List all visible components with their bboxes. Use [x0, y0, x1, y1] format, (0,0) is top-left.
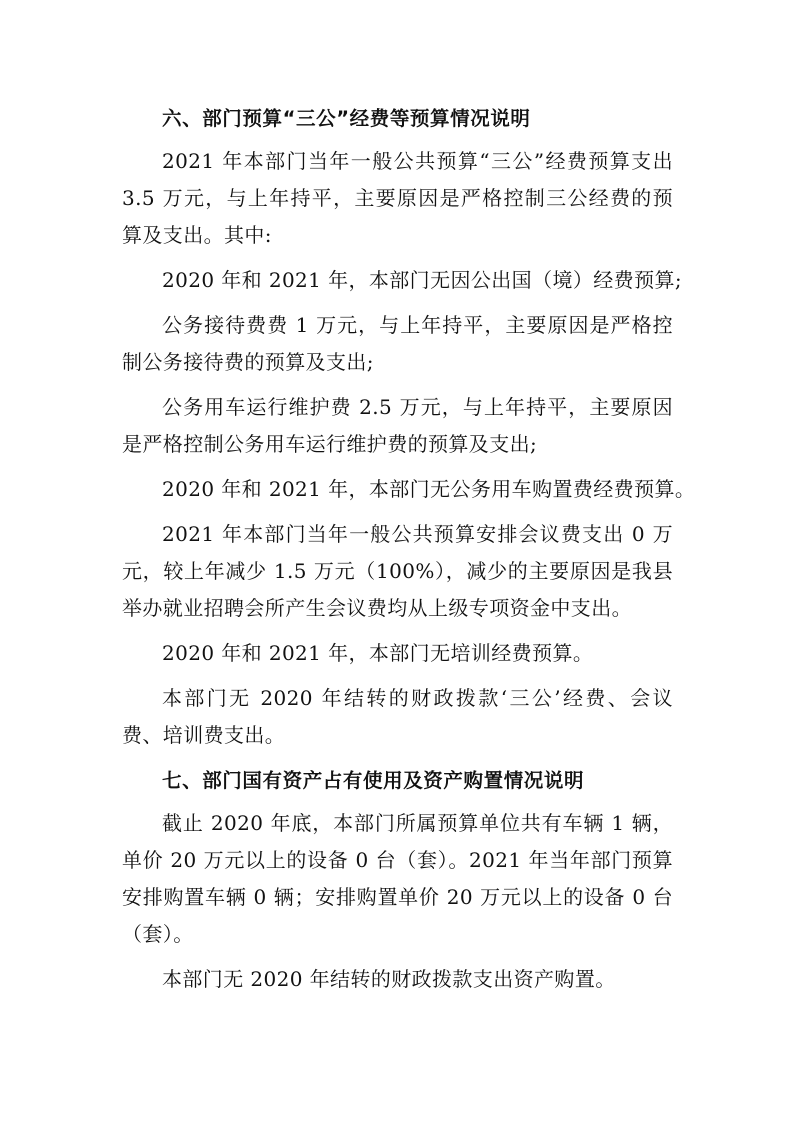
paragraph-reception	[122, 307, 673, 381]
text-line: 2021 年本部门当年一般公共预算“三公”经费预算支出	[162, 149, 673, 173]
text-line: 2020 年和 2021 年，本部门无培训经费预算。	[162, 641, 594, 665]
text-line: 是严格控制公务用车运行维护费的预算及支出;	[122, 432, 538, 456]
text-line: 安排购置车辆 0 辆；安排购置单价 20 万元以上的设备 0 台	[122, 885, 673, 909]
paragraph-meeting-fees	[122, 516, 673, 627]
paragraph-three-public-total	[122, 143, 673, 254]
text-line: 元，较上年减少 1.5 万元（100%），减少的主要原因是我县	[122, 559, 673, 583]
text-line: 制公务接待费的预算及支出;	[122, 350, 374, 374]
text-line: 本部门无 2020 年结转的财政拨款支出资产购置。	[162, 967, 616, 991]
text-line: 3.5 万元，与上年持平，主要原因是严格控制三公经费的预	[122, 186, 673, 210]
text-line: 算及支出。其中:	[122, 223, 272, 247]
text-line: 单价 20 万元以上的设备 0 台（套）。2021 年当年部门预算	[122, 848, 673, 872]
text-line: （套）。	[122, 922, 194, 946]
paragraph-overseas-trips	[122, 262, 683, 299]
text-line: 费、培训费支出。	[122, 723, 286, 747]
section-state-assets	[122, 762, 673, 998]
text-line: 截止 2020 年底，本部门所属预算单位共有车辆 1 辆，	[162, 811, 673, 835]
section-budget-three-public	[122, 100, 696, 754]
paragraph-carryover	[122, 680, 673, 754]
paragraph-asset-carryover	[122, 961, 673, 998]
section-heading: 七、部门国有资产占有使用及资产购置情况说明	[162, 769, 585, 792]
text-line: 举办就业招聘会所产生会议费均从上级专项资金中支出。	[122, 596, 632, 620]
text-line: 2020 年和 2021 年，本部门无公务用车购置费经费预算。	[162, 477, 696, 501]
paragraph-training	[122, 635, 673, 672]
text-line: 本部门无 2020 年结转的财政拨款‘三公’经费、会议	[162, 686, 673, 710]
paragraph-vehicles-equipment	[122, 805, 673, 953]
paragraph-vehicle-operation	[122, 389, 673, 463]
text-line: 公务用车运行维护费 2.5 万元，与上年持平，主要原因	[162, 395, 673, 419]
section-heading: 六、部门预算“三公”经费等预算情况说明	[162, 107, 531, 130]
text-line: 公务接待费费 1 万元，与上年持平，主要原因是严格控	[162, 313, 673, 337]
document-page	[122, 100, 696, 1006]
text-line: 2020 年和 2021 年，本部门无因公出国（境）经费预算;	[162, 268, 683, 292]
paragraph-vehicle-purchase	[122, 471, 696, 508]
text-line: 2021 年本部门当年一般公共预算安排会议费支出 0 万	[162, 522, 673, 546]
